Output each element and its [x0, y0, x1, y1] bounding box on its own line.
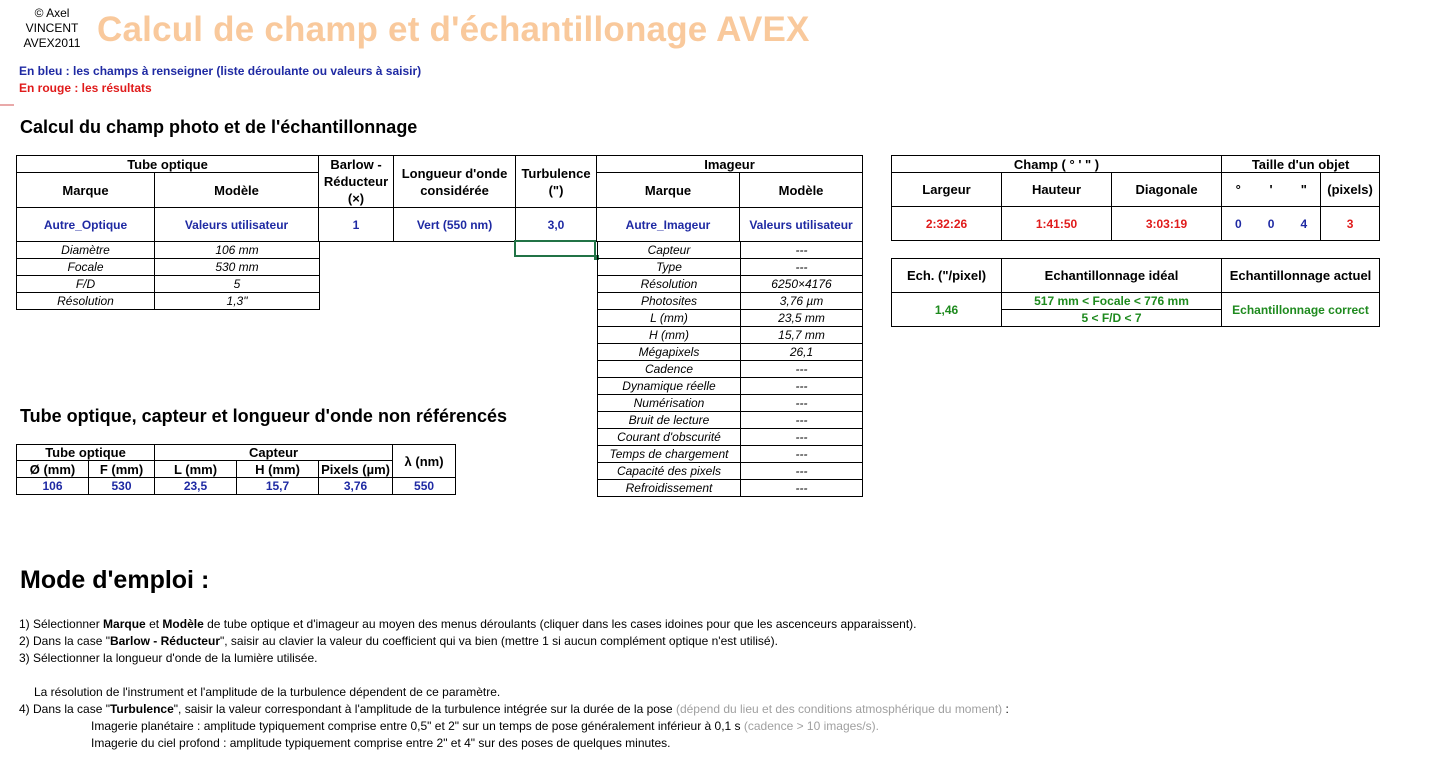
input-custom-lambda[interactable]: 550 [393, 478, 456, 495]
result-ideal-fd: 5 < F/D < 7 [1002, 310, 1222, 327]
instruction-text: Imagerie planétaire : amplitude typiquement comprise entre 0,5" et 2" sur un temps de pose généralement inférieur à 0,1 s [91, 719, 744, 733]
detail-label: Numérisation [598, 395, 741, 412]
copyright-line: AVEX2011 [23, 36, 81, 50]
detail-row [598, 242, 863, 259]
detail-label: Dynamique réelle [598, 378, 741, 395]
detail-label: Courant d'obscurité [598, 429, 741, 446]
input-custom-diametre[interactable]: 106 [17, 478, 89, 495]
input-minutes[interactable]: 0 [1255, 207, 1288, 241]
instruction-2 [19, 633, 778, 650]
result-echant-actuel: Echantillonnage correct [1222, 293, 1380, 327]
result-ech: 1,46 [892, 293, 1002, 327]
header-pixels-um: Pixels (µm) [319, 461, 393, 478]
tube-details-table [16, 241, 320, 310]
input-custom-hauteur[interactable]: 15,7 [237, 478, 319, 495]
selected-cell[interactable] [514, 240, 596, 257]
detail-label: Résolution [598, 276, 741, 293]
detail-value: --- [741, 412, 863, 429]
input-custom-largeur[interactable]: 23,5 [155, 478, 237, 495]
instruction-3-note: La résolution de l'instrument et l'amplitude de la turbulence dépendent de ce paramètre. [34, 685, 501, 699]
detail-value: --- [741, 463, 863, 480]
section-title-champ: Calcul du champ photo et de l'échantillonnage [20, 117, 418, 137]
detail-row [598, 259, 863, 276]
detail-row [598, 429, 863, 446]
select-tube-marque[interactable]: Autre_Optique [17, 208, 155, 242]
copyright-line: VINCENT [25, 21, 79, 35]
input-turbulence[interactable]: 3,0 [516, 208, 597, 242]
result-ideal-focale: 517 mm < Focale < 776 mm [1002, 293, 1222, 310]
instruction-text: 1) Sélectionner [19, 617, 104, 631]
detail-row [17, 259, 320, 276]
header-pixels: (pixels) [1321, 173, 1380, 207]
instruction-text: 4) Dans la case " [19, 702, 110, 716]
detail-row [598, 378, 863, 395]
champ-table [891, 155, 1380, 241]
detail-row [17, 276, 320, 293]
instruction-text: et [145, 617, 163, 631]
detail-label: Focale [17, 259, 155, 276]
input-custom-pixels[interactable]: 3,76 [319, 478, 393, 495]
select-imageur-modele[interactable]: Valeurs utilisateur [740, 208, 863, 242]
detail-value: 3,76 µm [741, 293, 863, 310]
detail-value: --- [741, 429, 863, 446]
detail-label: Temps de chargement [598, 446, 741, 463]
header-echant-actuel: Echantillonnage actuel [1222, 259, 1380, 293]
header-modele: Modèle [155, 173, 319, 208]
instruction-text: de tube optique et d'imageur au moyen des menus déroulants (cliquer dans les cases idoines pour que les ascenceurs apparaissent). [203, 617, 917, 631]
imageur-details-table [597, 241, 863, 497]
header-lambda: λ (nm) [393, 445, 456, 478]
section-title-non-references: Tube optique, capteur et longueur d'onde non référencés [20, 406, 507, 426]
detail-value: 15,7 mm [741, 327, 863, 344]
result-pixels: 3 [1321, 207, 1380, 241]
instruction-bold: Turbulence [109, 702, 174, 716]
detail-label: Mégapixels [598, 344, 741, 361]
detail-row [598, 310, 863, 327]
header-degres: ° [1222, 173, 1255, 207]
detail-label: Refroidissement [598, 480, 741, 497]
detail-label: Type [598, 259, 741, 276]
instruction-text: ", saisir la valeur correspondant à l'amplitude de la turbulence intégrée sur la durée de la pose [173, 702, 676, 716]
result-diagonale: 3:03:19 [1112, 207, 1222, 241]
copyright-line: © Axel [34, 6, 70, 20]
detail-label: Photosites [598, 293, 741, 310]
instruction-text: : [1002, 702, 1009, 716]
detail-value: 23,5 mm [741, 310, 863, 327]
detail-row [598, 446, 863, 463]
detail-row [598, 412, 863, 429]
header-imageur-modele: Modèle [740, 173, 863, 208]
instruction-3: 3) Sélectionner la longueur d'onde de la lumière utilisée. [19, 651, 318, 665]
detail-row [17, 242, 320, 259]
header-tube-optique: Tube optique [17, 156, 319, 173]
detail-value: --- [741, 395, 863, 412]
header-custom-capteur: Capteur [155, 445, 393, 461]
detail-value: --- [741, 446, 863, 463]
header-longueur-onde: Longueur d'onde considérée [394, 156, 516, 208]
instruction-bold: Marque [103, 617, 146, 631]
echantillonnage-table [891, 258, 1380, 327]
input-custom-focale[interactable]: 530 [89, 478, 155, 495]
instruction-planetaire [91, 718, 879, 735]
cell-marker [0, 104, 14, 106]
input-secondes[interactable]: 4 [1288, 207, 1321, 241]
header-turbulence: Turbulence (") [516, 156, 597, 208]
detail-row [598, 480, 863, 497]
header-largeur: Largeur [892, 173, 1002, 207]
header-hauteur: Hauteur [1002, 173, 1112, 207]
detail-label: Résolution [17, 293, 155, 310]
detail-label: F/D [17, 276, 155, 293]
detail-value: --- [741, 259, 863, 276]
detail-value: 106 mm [155, 242, 320, 259]
detail-label: Capacité des pixels [598, 463, 741, 480]
header-ech: Ech. ("/pixel) [892, 259, 1002, 293]
header-largeur-capteur: L (mm) [155, 461, 237, 478]
copyright-notice [20, 6, 84, 51]
legend-input-fields: En bleu : les champs à renseigner (liste déroulante ou valeurs à saisir) [19, 64, 422, 78]
detail-label: Cadence [598, 361, 741, 378]
optique-imageur-table [16, 155, 863, 242]
detail-row [598, 293, 863, 310]
header-diametre: Ø (mm) [17, 461, 89, 478]
header-custom-tube: Tube optique [17, 445, 155, 461]
result-largeur: 2:32:26 [892, 207, 1002, 241]
detail-label: Bruit de lecture [598, 412, 741, 429]
header-marque: Marque [17, 173, 155, 208]
detail-label: L (mm) [598, 310, 741, 327]
instruction-text: 2) Dans la case " [19, 634, 110, 648]
header-barlow: Barlow - Réducteur (×) [319, 156, 394, 208]
detail-row [598, 395, 863, 412]
select-imageur-marque[interactable]: Autre_Imageur [597, 208, 740, 242]
detail-value: 26,1 [741, 344, 863, 361]
custom-values-table [16, 444, 456, 495]
header-hauteur-capteur: H (mm) [237, 461, 319, 478]
instruction-gray: (dépend du lieu et des conditions atmosphérique du moment) [675, 702, 1003, 716]
header-diagonale: Diagonale [1112, 173, 1222, 207]
page-title: Calcul de champ et d'échantillonage AVEX [97, 10, 810, 49]
detail-value: 6250×4176 [741, 276, 863, 293]
instruction-1 [19, 616, 916, 633]
header-taille-objet: Taille d'un objet [1222, 156, 1380, 173]
header-imageur-marque: Marque [597, 173, 740, 208]
instruction-4 [19, 701, 1009, 718]
detail-row [598, 463, 863, 480]
header-champ: Champ ( ° ' " ) [892, 156, 1222, 173]
instruction-ciel-profond: Imagerie du ciel profond : amplitude typiquement comprise entre 2" et 4" sur des poses de quelques minutes. [91, 736, 671, 750]
header-echant-ideal: Echantillonnage idéal [1002, 259, 1222, 293]
detail-label: Diamètre [17, 242, 155, 259]
detail-row [598, 361, 863, 378]
input-barlow[interactable]: 1 [319, 208, 394, 242]
detail-value: 5 [155, 276, 320, 293]
detail-label: Capteur [598, 242, 741, 259]
result-hauteur: 1:41:50 [1002, 207, 1112, 241]
detail-row [17, 293, 320, 310]
instruction-text: ", saisir au clavier la valeur du coefficient qui va bien (mettre 1 si aucun complément optique n'est utilisé). [219, 634, 778, 648]
instruction-bold: Barlow - Réducteur [109, 634, 220, 648]
mode-emploi-title: Mode d'emploi : [20, 566, 210, 594]
header-secondes: " [1288, 173, 1321, 207]
detail-value: 1,3" [155, 293, 320, 310]
header-minutes: ' [1255, 173, 1288, 207]
legend-results: En rouge : les résultats [19, 81, 152, 95]
detail-row [598, 327, 863, 344]
instruction-bold: Modèle [162, 617, 204, 631]
detail-value: 530 mm [155, 259, 320, 276]
input-degres[interactable]: 0 [1222, 207, 1255, 241]
instruction-gray: (cadence > 10 images/s). [743, 719, 879, 733]
header-focale: F (mm) [89, 461, 155, 478]
select-longueur-onde[interactable]: Vert (550 nm) [394, 208, 516, 242]
detail-value: --- [741, 242, 863, 259]
detail-value: --- [741, 480, 863, 497]
detail-row [598, 276, 863, 293]
detail-value: --- [741, 378, 863, 395]
select-tube-modele[interactable]: Valeurs utilisateur [155, 208, 319, 242]
detail-label: H (mm) [598, 327, 741, 344]
header-imageur: Imageur [597, 156, 863, 173]
detail-value: --- [741, 361, 863, 378]
detail-row [598, 344, 863, 361]
